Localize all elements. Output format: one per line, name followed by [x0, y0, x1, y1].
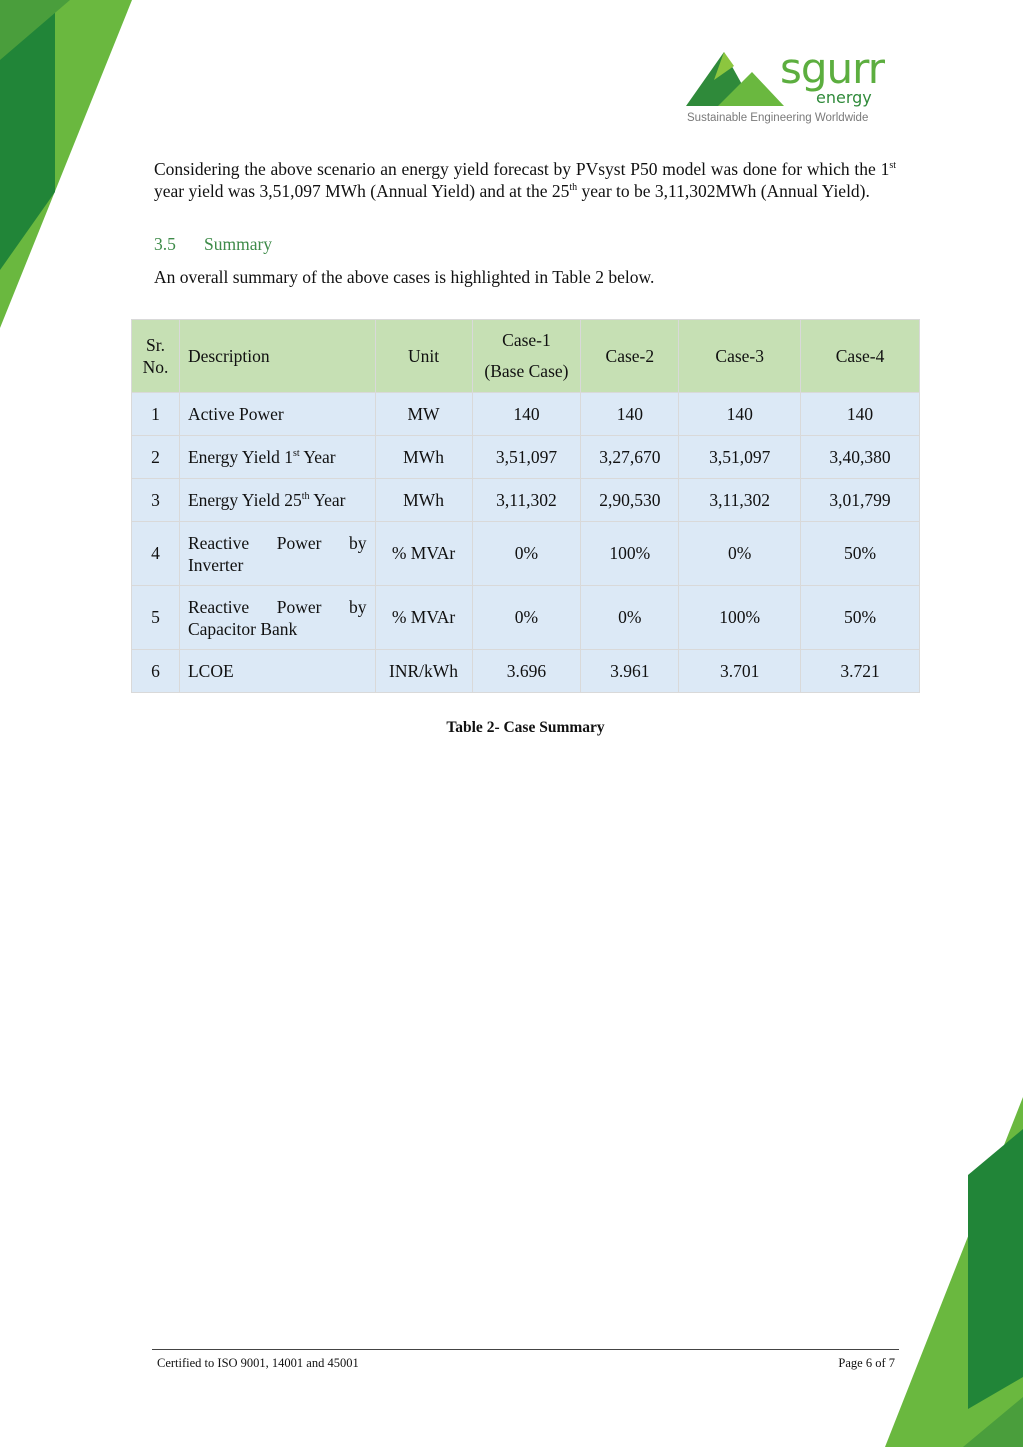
- table-caption: Table 2- Case Summary: [446, 719, 605, 736]
- cell-description: Energy Yield 25th Year: [179, 479, 375, 522]
- cell-case-1: 3.696: [472, 650, 581, 693]
- cell-case-3: 0%: [679, 522, 801, 586]
- header-sr-no: Sr. No.: [132, 320, 180, 393]
- cell-unit: % MVAr: [375, 586, 472, 650]
- cell-description: Reactive Power by Inverter: [179, 522, 375, 586]
- cell-unit: INR/kWh: [375, 650, 472, 693]
- header-case-1: Case-1 (Base Case): [472, 320, 581, 393]
- company-logo: [684, 44, 896, 130]
- cell-case-2: 3.961: [581, 650, 679, 693]
- cell-sr: 3: [132, 479, 180, 522]
- cell-description: LCOE: [179, 650, 375, 693]
- table-row: [132, 479, 920, 522]
- header-case-4: Case-4: [801, 320, 920, 393]
- header-case-3: Case-3: [679, 320, 801, 393]
- logo-subword: energy: [816, 88, 872, 107]
- footer-divider: [152, 1349, 899, 1350]
- corner-decoration-bottom-right: [883, 1097, 1023, 1447]
- cell-unit: MWh: [375, 479, 472, 522]
- cell-sr: 1: [132, 393, 180, 436]
- header-case-2: Case-2: [581, 320, 679, 393]
- mountain-logo-icon: [684, 50, 794, 110]
- cell-unit: MWh: [375, 436, 472, 479]
- table-row: [132, 522, 920, 586]
- corner-decoration-top-left: [0, 0, 140, 330]
- cell-description: Energy Yield 1st Year: [179, 436, 375, 479]
- table-row: [132, 436, 920, 479]
- cell-case-4: 3.721: [801, 650, 920, 693]
- logo-tagline: Sustainable Engineering Worldwide: [687, 112, 869, 124]
- cell-case-3: 3,51,097: [679, 436, 801, 479]
- cell-case-4: 140: [801, 393, 920, 436]
- cell-sr: 6: [132, 650, 180, 693]
- cell-case-4: 50%: [801, 586, 920, 650]
- table-header-row: [132, 320, 920, 393]
- table-row: [132, 586, 920, 650]
- intro-paragraph: Considering the above scenario an energy yield forecast by PVsyst P50 model was done for which the 1st year yield was 3,51,097 MWh (Annual Yield) and at the 25th year to be 3,11,302MWh (Annual Yield).: [154, 159, 896, 201]
- cell-case-1: 3,51,097: [472, 436, 581, 479]
- table-row: [132, 393, 920, 436]
- cell-description: Reactive Power by Capacitor Bank: [179, 586, 375, 650]
- table-row: [132, 650, 920, 693]
- footer-certification: Certified to ISO 9001, 14001 and 45001: [157, 1356, 359, 1370]
- cell-case-3: 3.701: [679, 650, 801, 693]
- cell-case-1: 3,11,302: [472, 479, 581, 522]
- cell-unit: % MVAr: [375, 522, 472, 586]
- cell-sr: 4: [132, 522, 180, 586]
- cell-case-2: 2,90,530: [581, 479, 679, 522]
- cell-case-2: 140: [581, 393, 679, 436]
- cell-case-3: 100%: [679, 586, 801, 650]
- cell-case-3: 3,11,302: [679, 479, 801, 522]
- case-summary-table: [131, 319, 920, 693]
- section-heading: [154, 234, 272, 255]
- header-description: Description: [179, 320, 375, 393]
- cell-case-3: 140: [679, 393, 801, 436]
- cell-sr: 2: [132, 436, 180, 479]
- section-title: Summary: [204, 234, 273, 254]
- logo-wordmark: sgurr: [780, 44, 884, 93]
- cell-case-2: 100%: [581, 522, 679, 586]
- cell-description: Active Power: [179, 393, 375, 436]
- cell-case-1: 0%: [472, 522, 581, 586]
- header-unit: Unit: [375, 320, 472, 393]
- cell-sr: 5: [132, 586, 180, 650]
- cell-case-4: 3,40,380: [801, 436, 920, 479]
- cell-case-2: 0%: [581, 586, 679, 650]
- cell-case-1: 140: [472, 393, 581, 436]
- cell-case-2: 3,27,670: [581, 436, 679, 479]
- section-number: 3.5: [154, 234, 176, 254]
- cell-unit: MW: [375, 393, 472, 436]
- cell-case-4: 50%: [801, 522, 920, 586]
- cell-case-4: 3,01,799: [801, 479, 920, 522]
- summary-sentence: An overall summary of the above cases is highlighted in Table 2 below.: [154, 267, 655, 287]
- footer-page-number: Page 6 of 7: [838, 1356, 895, 1370]
- cell-case-1: 0%: [472, 586, 581, 650]
